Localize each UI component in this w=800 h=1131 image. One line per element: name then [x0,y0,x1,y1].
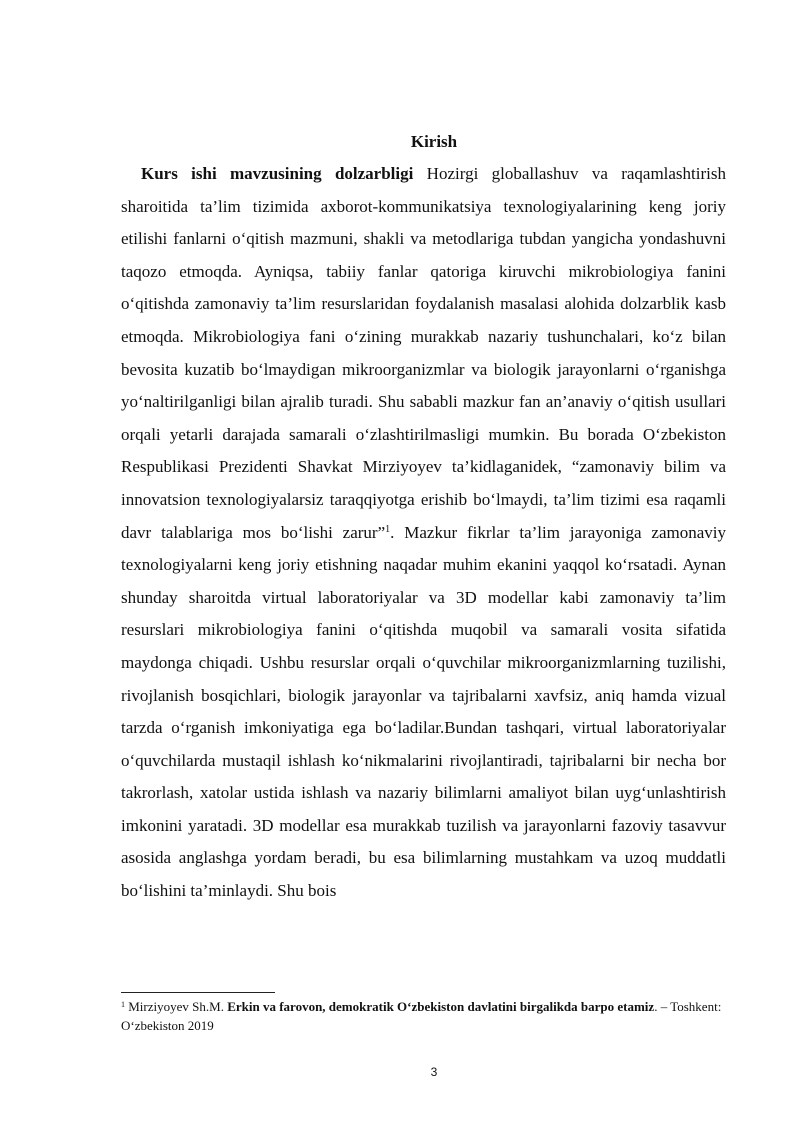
paragraph-text-part-1: Hozirgi globallashuv va raqamlashtirish sharoitida ta’lim tizimida axborot-kommunikatsiya texnologiyalarining keng joriy etilishi fanlarni o‘qitish mazmuni, shakli va metodlariga tubdan yangicha yondashuvni taqozo etmoqda. Ayniqsa, tabiiy fanlar qatoriga kiruvchi mikrobiologiya fanini o‘qitishda zamonaviy ta’lim resurslaridan foydalanish masalasi alohida dolzarblik kasb etmoqda. Mikrobiologiya fani o‘zining murakkab nazariy tushunchalari, ko‘z bilan bevosita kuzatib bo‘lmaydigan mikroorganizmlar va biologik jarayonlarni o‘rganishga yo‘naltirilganligi bilan ajralib turadi. Shu sababli mazkur fan an’anaviy o‘qitish usullari orqali yetarli darajada samarali o‘zlashtirilmasligi mumkin. Bu borada O‘zbekiston Respublikasi Prezidenti Shavkat Mirziyoyev ta’kidlaganidek, “zamonaviy bilim va innovatsion texnologiyalarsiz taraqqiyotga erishib bo‘lmaydi, ta’lim tizimi esa raqamli davr talablariga mos bo‘lishi zarur” [121,164,726,542]
footnote-mark: 1 [121,1000,125,1009]
footnote [121,997,726,1035]
footnote-author: Mirziyoyev Sh.M. [125,999,228,1014]
body-paragraph [121,158,726,908]
footnote-reference-mark[interactable]: 1 [385,523,391,535]
paragraph-lead: Kurs ishi mavzusining dolzarbligi [141,164,414,183]
footnote-separator [121,992,275,993]
page-number: 3 [430,1065,438,1079]
footnote-publisher: . – Toshkent: O‘zbekiston 2019 [121,999,722,1033]
footnote-title: Erkin va farovon, demokratik O‘zbekiston davlatini birgalikda barpo etamiz [227,999,655,1014]
paragraph-text-part-2: . Mazkur fikrlar ta’lim jarayoniga zamonaviy texnologiyalarni keng joriy etishning naqadar muhim ekanini yaqqol ko‘rsatadi. Aynan shunday sharoitda virtual laboratoriyalar va 3D modellar kabi zamonaviy ta’lim resurslari mikrobiologiya fanini o‘qitishda muqobil va samarali vosita sifatida maydonga chiqadi. Ushbu resurslar orqali o‘quvchilar mikroorganizmlarning tuzilishi, rivojlanish bosqichlari, biologik jarayonlar va tajribalarni xavfsiz, aniq hamda vizual tarzda o‘rganish imkoniyatiga ega bo‘ladilar.Bundan tashqari, virtual laboratoriyalar o‘quvchilarda mustaqil ishlash ko‘nikmalarini rivojlantiradi, tajribalarni bir necha bor takrorlash, xatolar ustida ishlash va nazariy bilimlarni amaliyot bilan uyg‘unlashtirish imkonini yaratadi. 3D modellar esa murakkab tuzilish va jarayonlarni fazoviy tasavvur asosida anglashga yordam beradi, bu esa bilimlarning mustahkam va uzoq muddatli bo‘lishini ta’minlaydi. Shu bois [121,522,726,901]
section-heading: Kirish [410,132,458,151]
